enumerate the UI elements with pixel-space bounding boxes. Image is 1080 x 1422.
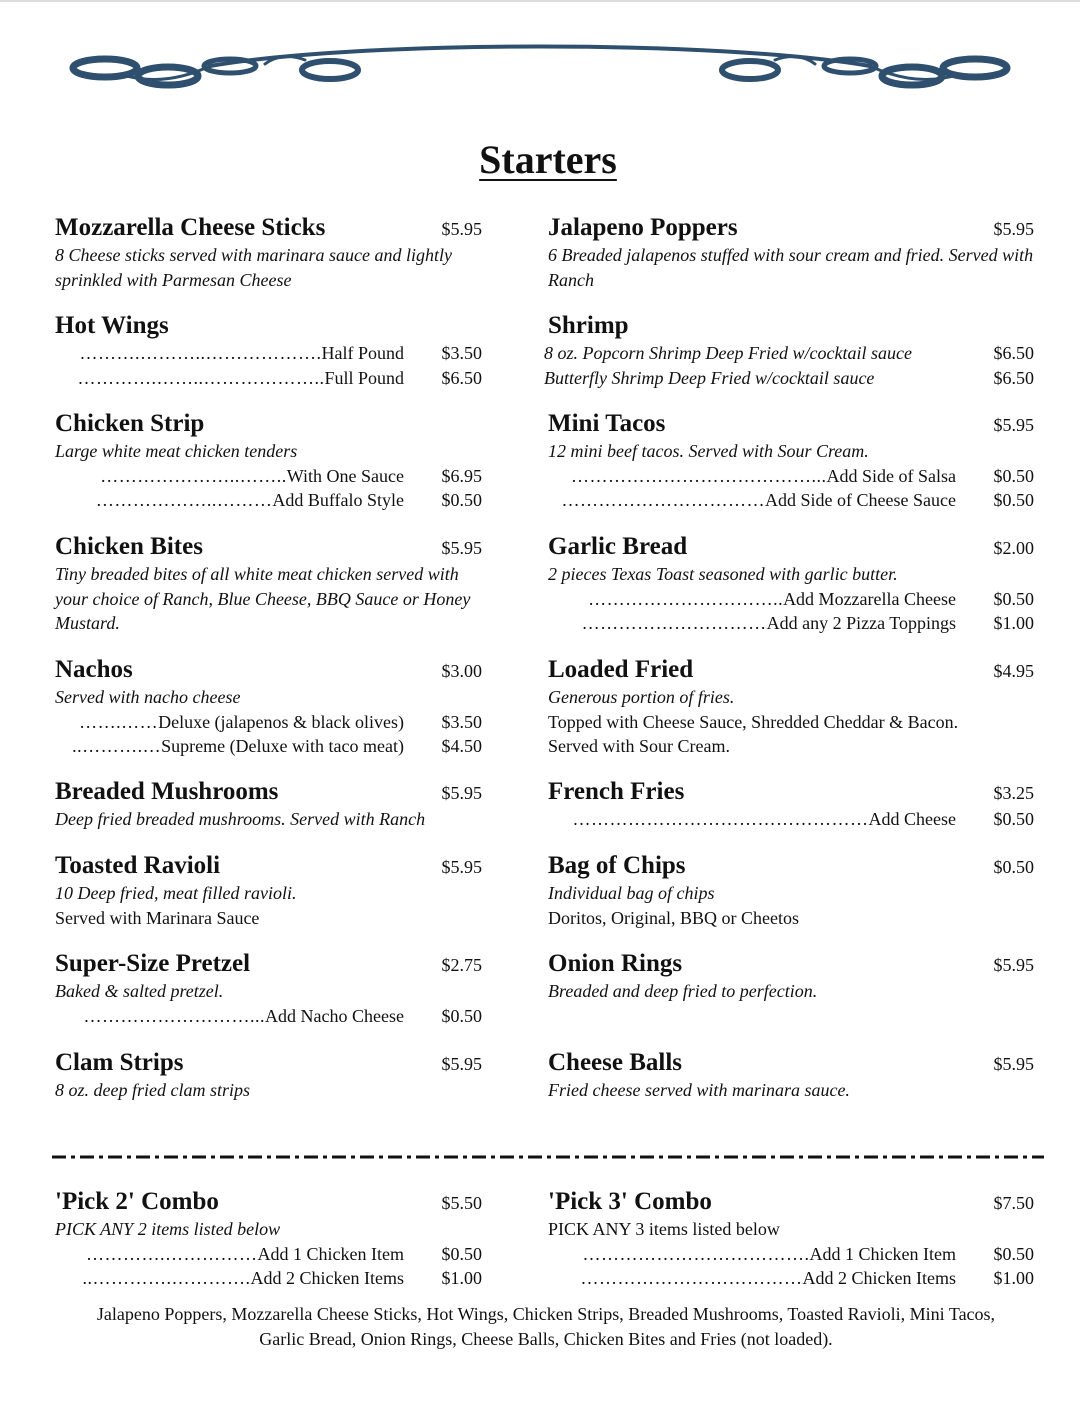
item-description: Baked & salted pretzel. <box>55 981 224 1001</box>
dot-leader: ………………………… <box>581 613 767 633</box>
item-description: 8 oz. deep fried clam strips <box>55 1080 250 1100</box>
item-option <box>544 1266 1034 1291</box>
option-label <box>84 1004 404 1029</box>
item-name: Shrimp <box>548 312 629 339</box>
item-option <box>50 1266 482 1291</box>
item-header <box>548 776 1034 807</box>
item-note: Doritos, Original, BBQ or Cheetos <box>548 907 799 928</box>
item-price: $3.00 <box>441 661 482 681</box>
option-label <box>583 1242 956 1267</box>
option-text: Add 1 Chicken Item <box>257 1243 404 1264</box>
option-price: $6.50 <box>993 343 1034 363</box>
item-header <box>548 1047 1034 1078</box>
item-price: $5.95 <box>441 1054 482 1074</box>
option-text: Add Side of Salsa <box>826 465 956 486</box>
menu-item-hot-wings <box>55 310 482 390</box>
item-name: Super-Size Pretzel <box>55 950 251 977</box>
option-label <box>544 341 912 366</box>
item-description: PICK ANY 3 items listed below <box>548 1219 780 1239</box>
option-text: With One Sauce <box>286 465 404 486</box>
item-note: Topped with Cheese Sauce, Shredded Cheddar & Bacon. <box>548 711 959 732</box>
item-name: Mozzarella Cheese Sticks <box>55 214 326 241</box>
item-header <box>55 1047 482 1078</box>
item-price: $5.95 <box>993 955 1034 975</box>
item-description: 2 pieces Texas Toast seasoned with garlic butter. <box>548 564 898 584</box>
menu-item-chicken-bites <box>55 531 482 636</box>
option-text: Add Mozzarella Cheese <box>783 588 956 609</box>
item-option <box>50 1004 482 1029</box>
option-text: Add 2 Chicken Items <box>802 1268 956 1288</box>
option-text: Full Pound <box>324 367 404 388</box>
dot-leader: ………….……..……………….. <box>77 367 325 388</box>
item-name: Loaded Fried <box>548 656 694 683</box>
dot-leader: ……….………..………………. <box>79 343 322 363</box>
item-header <box>548 531 1034 562</box>
option-label <box>80 341 405 366</box>
item-name: Chicken Strip <box>55 410 205 437</box>
item-price: $5.95 <box>993 219 1034 239</box>
dot-leader: ..………….…………. <box>82 1268 251 1288</box>
decorative-scroll-ornament <box>60 30 1020 100</box>
item-header <box>548 948 1034 979</box>
option-label <box>79 710 404 735</box>
item-description: Deep fried breaded mushrooms. Served with Ranch <box>55 809 426 829</box>
option-text: Add Cheese <box>868 809 956 829</box>
option-text: Deluxe (jalapenos & black olives) <box>158 711 404 732</box>
item-header <box>55 408 482 439</box>
item-option <box>50 341 482 366</box>
item-price: $3.25 <box>993 783 1034 803</box>
option-price: $6.50 <box>993 367 1034 388</box>
option-label <box>86 1242 404 1267</box>
menu-item-garlic-bread <box>548 531 1034 636</box>
option-price: $0.50 <box>993 809 1034 829</box>
combo-eligible-items <box>40 1302 1052 1351</box>
menu-item-super-size-pretzel <box>55 948 482 1028</box>
menu-item-cheese-balls <box>548 1047 1034 1103</box>
item-option <box>544 1242 1034 1267</box>
item-description: Fried cheese served with marinara sauce. <box>548 1080 850 1100</box>
item-price: $2.00 <box>993 538 1034 558</box>
item-price: $5.95 <box>993 1054 1034 1074</box>
menu-item-onion-rings <box>548 948 1034 1004</box>
dot-leader: ………….…………… <box>86 1243 258 1264</box>
menu-item-toasted-ravioli <box>55 850 482 930</box>
footer-line-2: Garlic Bread, Onion Rings, Cheese Balls, Chicken Bites and Fries (not loaded). <box>259 1328 833 1349</box>
option-text: 8 oz. Popcorn Shrimp Deep Fried w/cocktail sauce <box>544 343 912 363</box>
menu-item-bag-of-chips <box>548 850 1034 930</box>
option-price: $1.00 <box>993 613 1034 633</box>
menu-item-pick-3-combo <box>548 1186 1034 1291</box>
item-header <box>548 212 1034 243</box>
dot-leader: …………………………………... <box>571 465 827 486</box>
item-description: Tiny breaded bites of all white meat chicken served with your choice of Ranch, Blue Cheese, BBQ Sauce or Honey Mustard. <box>55 564 471 633</box>
item-name: French Fries <box>548 778 685 805</box>
option-price: $0.50 <box>993 465 1034 486</box>
page-title: Starters <box>479 137 617 182</box>
footer-line-1: Jalapeno Poppers, Mozzarella Cheese Sticks, Hot Wings, Chicken Strips, Breaded Mushrooms, Toasted Ravioli, Mini Tacos, <box>96 1304 996 1324</box>
option-label <box>562 488 956 513</box>
menu-item-pick-2-combo <box>55 1186 482 1291</box>
option-price: $0.50 <box>993 490 1034 510</box>
item-price: $0.50 <box>993 857 1034 877</box>
item-description: Served with nacho cheese <box>55 687 241 707</box>
item-name: Mini Tacos <box>548 410 666 437</box>
option-price: $3.50 <box>441 711 482 732</box>
option-label <box>544 366 874 391</box>
item-header <box>55 776 482 807</box>
item-header <box>55 310 482 341</box>
option-price: $0.50 <box>993 588 1034 609</box>
option-price: $0.50 <box>441 1243 482 1264</box>
option-price: $1.00 <box>441 1268 482 1288</box>
option-text: Supreme (Deluxe with taco meat) <box>161 736 404 756</box>
option-price: $1.00 <box>993 1268 1034 1288</box>
item-description: 10 Deep fried, meat filled ravioli. <box>55 883 297 903</box>
option-price: $0.50 <box>441 490 482 510</box>
option-label <box>581 1266 956 1291</box>
item-note: Served with Marinara Sauce <box>55 907 260 928</box>
item-name: Breaded Mushrooms <box>55 778 279 805</box>
item-name: Onion Rings <box>548 950 683 977</box>
dot-leader: ………………………….. <box>588 588 784 609</box>
option-price: $4.50 <box>441 736 482 756</box>
option-text: Butterfly Shrimp Deep Fried w/cocktail sauce <box>544 367 875 388</box>
option-label <box>100 464 404 489</box>
item-name: Nachos <box>55 656 133 683</box>
menu-item-mini-tacos <box>548 408 1034 513</box>
option-text: Add Nacho Cheese <box>265 1005 404 1026</box>
item-description: PICK ANY 2 items listed below <box>55 1219 281 1239</box>
item-option <box>544 807 1034 832</box>
item-name: Toasted Ravioli <box>55 852 221 879</box>
option-label <box>96 488 404 513</box>
item-name: Garlic Bread <box>548 533 688 560</box>
menu-item-mozzarella-cheese-sticks <box>55 212 482 292</box>
item-price: $5.95 <box>441 857 482 877</box>
item-price: $5.95 <box>441 219 482 239</box>
item-description: Breaded and deep fried to perfection. <box>548 981 818 1001</box>
option-price: $0.50 <box>993 1243 1034 1264</box>
item-header <box>55 212 482 243</box>
item-description: 12 mini beef tacos. Served with Sour Cream. <box>548 441 869 461</box>
dot-leader: ………………..……… <box>95 490 273 510</box>
item-option <box>50 1242 482 1267</box>
item-option <box>544 464 1034 489</box>
item-header <box>55 654 482 685</box>
item-header <box>548 654 1034 685</box>
item-price: $5.50 <box>441 1193 482 1213</box>
dot-leader: ………………………... <box>83 1005 266 1026</box>
top-border <box>0 0 1080 2</box>
item-header <box>55 531 482 562</box>
menu-item-loaded-fried <box>548 654 1034 759</box>
item-description: Individual bag of chips <box>548 883 715 903</box>
item-option <box>50 734 482 759</box>
item-description: Large white meat chicken tenders <box>55 441 298 461</box>
option-text: Add 1 Chicken Item <box>809 1243 956 1264</box>
option-text: Add Buffalo Style <box>272 490 404 510</box>
item-name: Bag of Chips <box>548 852 686 879</box>
item-option <box>544 587 1034 612</box>
option-text: Add 2 Chicken Items <box>250 1268 404 1288</box>
item-description: 6 Breaded jalapenos stuffed with sour cream and fried. Served with Ranch <box>548 245 1034 290</box>
dot-leader: …………………..…….. <box>100 465 287 486</box>
dot-leader: ………………………………………… <box>572 809 869 829</box>
item-price: $2.75 <box>441 955 482 975</box>
menu-item-breaded-mushrooms <box>55 776 482 832</box>
item-option <box>544 366 1034 391</box>
item-option <box>544 611 1034 636</box>
option-text: Add any 2 Pizza Toppings <box>766 613 956 633</box>
item-price: $5.95 <box>993 415 1034 435</box>
option-text: Half Pound <box>321 343 404 363</box>
item-header <box>548 408 1034 439</box>
item-option <box>544 488 1034 513</box>
item-header <box>55 850 482 881</box>
menu-item-jalapeno-poppers <box>548 212 1034 292</box>
item-description: 8 Cheese sticks served with marinara sauce and lightly sprinkled with Parmesan Cheese <box>55 245 452 290</box>
menu-item-chicken-strip <box>55 408 482 513</box>
item-header <box>55 1186 482 1217</box>
item-name: Chicken Bites <box>55 533 203 560</box>
option-label <box>83 1266 404 1291</box>
item-option <box>50 464 482 489</box>
option-price: $0.50 <box>441 1005 482 1026</box>
item-header <box>548 310 1034 341</box>
option-label <box>588 587 956 612</box>
item-price: $5.95 <box>441 783 482 803</box>
menu-item-clam-strips <box>55 1047 482 1103</box>
item-price: $5.95 <box>441 538 482 558</box>
option-price: $3.50 <box>441 343 482 363</box>
dot-leader: ..……….… <box>72 736 162 756</box>
option-label <box>582 611 956 636</box>
option-label <box>571 464 956 489</box>
item-option <box>50 366 482 391</box>
option-text: Add Side of Cheese Sauce <box>765 490 956 510</box>
dot-leader: ………………………………. <box>582 1243 810 1264</box>
option-label <box>72 734 404 759</box>
dot-leader: …………………………… <box>561 490 766 510</box>
item-header <box>548 850 1034 881</box>
item-price: $7.50 <box>993 1193 1034 1213</box>
menu-item-nachos <box>55 654 482 759</box>
menu-item-french-fries <box>548 776 1034 832</box>
option-price: $6.95 <box>441 465 482 486</box>
option-label <box>77 366 404 391</box>
item-name: Hot Wings <box>55 312 169 339</box>
item-option <box>544 341 1034 366</box>
dot-leader: …….…… <box>79 711 159 732</box>
item-name: Jalapeno Poppers <box>548 214 738 241</box>
item-name: Cheese Balls <box>548 1049 683 1076</box>
item-name: 'Pick 3' Combo <box>548 1188 712 1215</box>
item-option <box>50 488 482 513</box>
option-label <box>573 807 956 832</box>
menu-item-shrimp <box>544 310 1034 390</box>
dashed-divider <box>52 1153 1044 1161</box>
item-note: Served with Sour Cream. <box>548 736 730 756</box>
item-option <box>50 710 482 735</box>
item-header <box>548 1186 1034 1217</box>
item-name: Clam Strips <box>55 1049 184 1076</box>
option-price: $6.50 <box>441 367 482 388</box>
item-description: Generous portion of fries. <box>548 687 735 707</box>
dot-leader: ……………………………… <box>580 1268 803 1288</box>
item-header <box>55 948 482 979</box>
item-price: $4.95 <box>993 661 1034 681</box>
item-name: 'Pick 2' Combo <box>55 1188 219 1215</box>
